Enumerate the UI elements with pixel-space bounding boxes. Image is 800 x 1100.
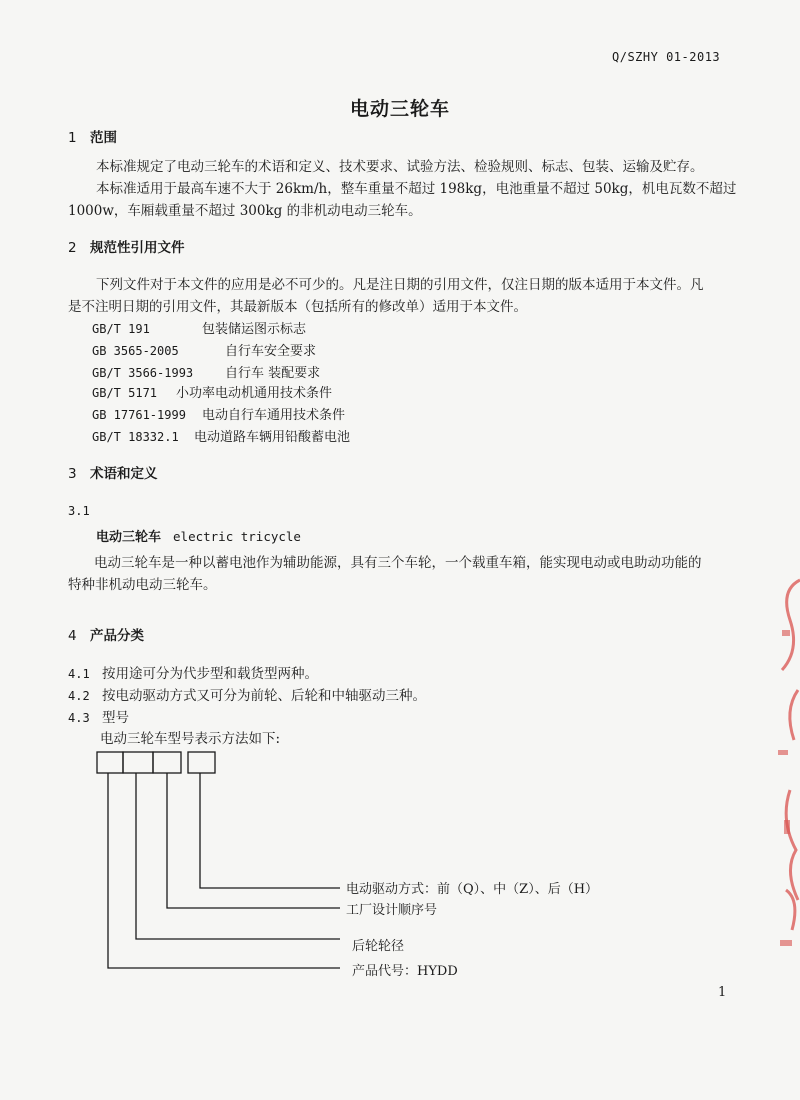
reference-code: GB 17761-1999 [92, 408, 186, 422]
term-english: electric tricycle [173, 529, 301, 544]
term-definition-line-2: 特种非机动电动三轮车。 [68, 577, 217, 593]
reference-code: GB/T 18332.1 [92, 430, 179, 444]
code-box-3 [153, 752, 181, 773]
leader-line-drive [200, 773, 340, 888]
reference-title: 自行车 装配要求 [225, 366, 321, 381]
reference-title: 自行车安全要求 [225, 344, 317, 359]
model-intro: 电动三轮车型号表示方法如下: [100, 731, 281, 747]
scope-paragraph-1: 本标准规定了电动三轮车的术语和定义、技术要求、试验方法、检验规则、标志、包装、运输及贮存。 [96, 159, 704, 175]
reference-title: 电动自行车通用技术条件 [202, 408, 346, 423]
item-text: 型号 [102, 710, 129, 726]
diagram-label-wheel: 后轮轮径 [352, 939, 405, 954]
section-number: 2 [68, 240, 77, 256]
document-code: Q/SZHY 01-2013 [612, 50, 721, 64]
section-number: 4 [68, 628, 77, 644]
reference-title: 小功率电动机通用技术条件 [176, 386, 333, 401]
diagram-label-sequence: 工厂设计顺序号 [346, 903, 438, 918]
reference-code: GB/T 5171 [92, 386, 158, 400]
page-title: 电动三轮车 [349, 98, 450, 120]
section-title: 规范性引用文件 [90, 240, 185, 256]
term-definition-line-1: 电动三轮车是一种以蓄电池作为辅助能源，具有三个车轮，一个载重车箱，能实现电动或电助动功能的 [94, 555, 702, 571]
section-title: 产品分类 [90, 628, 144, 644]
reference-code: GB/T 191 [92, 322, 150, 336]
refs-intro-line-1: 下列文件对于本文件的应用是必不可少的。凡是注日期的引用文件，仅注日期的版本适用于本文件。凡 [96, 277, 704, 293]
section-title: 术语和定义 [90, 466, 158, 482]
scope-paragraph-2-cont: 1000w，车厢载重量不超过 300kg 的非机动电动三轮车。 [68, 203, 422, 219]
subsection-number: 3.1 [68, 504, 90, 518]
reference-code: GB 3565-2005 [92, 344, 179, 358]
scope-paragraph-2: 本标准适用于最高车速不大于 26km/h，整车重量不超过 198kg，电池重量不超过 50kg，机电瓦数不超过 [96, 181, 737, 197]
reference-title: 电动道路车辆用铅酸蓄电池 [194, 430, 351, 445]
item-number: 4.2 [68, 689, 90, 703]
reference-code: GB/T 3566-1993 [92, 366, 194, 380]
section-number: 3 [68, 466, 77, 482]
item-number: 4.3 [68, 711, 90, 725]
item-number: 4.1 [68, 667, 90, 681]
term-chinese: 电动三轮车 [96, 530, 162, 545]
code-box-1 [97, 752, 123, 773]
code-box-2 [123, 752, 153, 773]
reference-title: 包装储运图示标志 [202, 322, 307, 337]
item-text: 按电动驱动方式又可分为前轮、后轮和中轴驱动三种。 [102, 688, 426, 704]
diagram-label-drive: 电动驱动方式：前（Q）、中（Z）、后（H） [346, 882, 599, 897]
item-text: 按用途可分为代步型和载货型两种。 [102, 666, 318, 682]
page-number: 1 [718, 985, 727, 1000]
section-title: 范围 [90, 130, 117, 146]
red-seal-stamp [760, 560, 800, 980]
diagram-label-product-code: 产品代号：HYDD [352, 964, 458, 979]
code-box-4 [188, 752, 215, 773]
section-number: 1 [68, 130, 77, 146]
refs-intro-line-2: 是不注明日期的引用文件，其最新版本（包括所有的修改单）适用于本文件。 [68, 299, 527, 315]
